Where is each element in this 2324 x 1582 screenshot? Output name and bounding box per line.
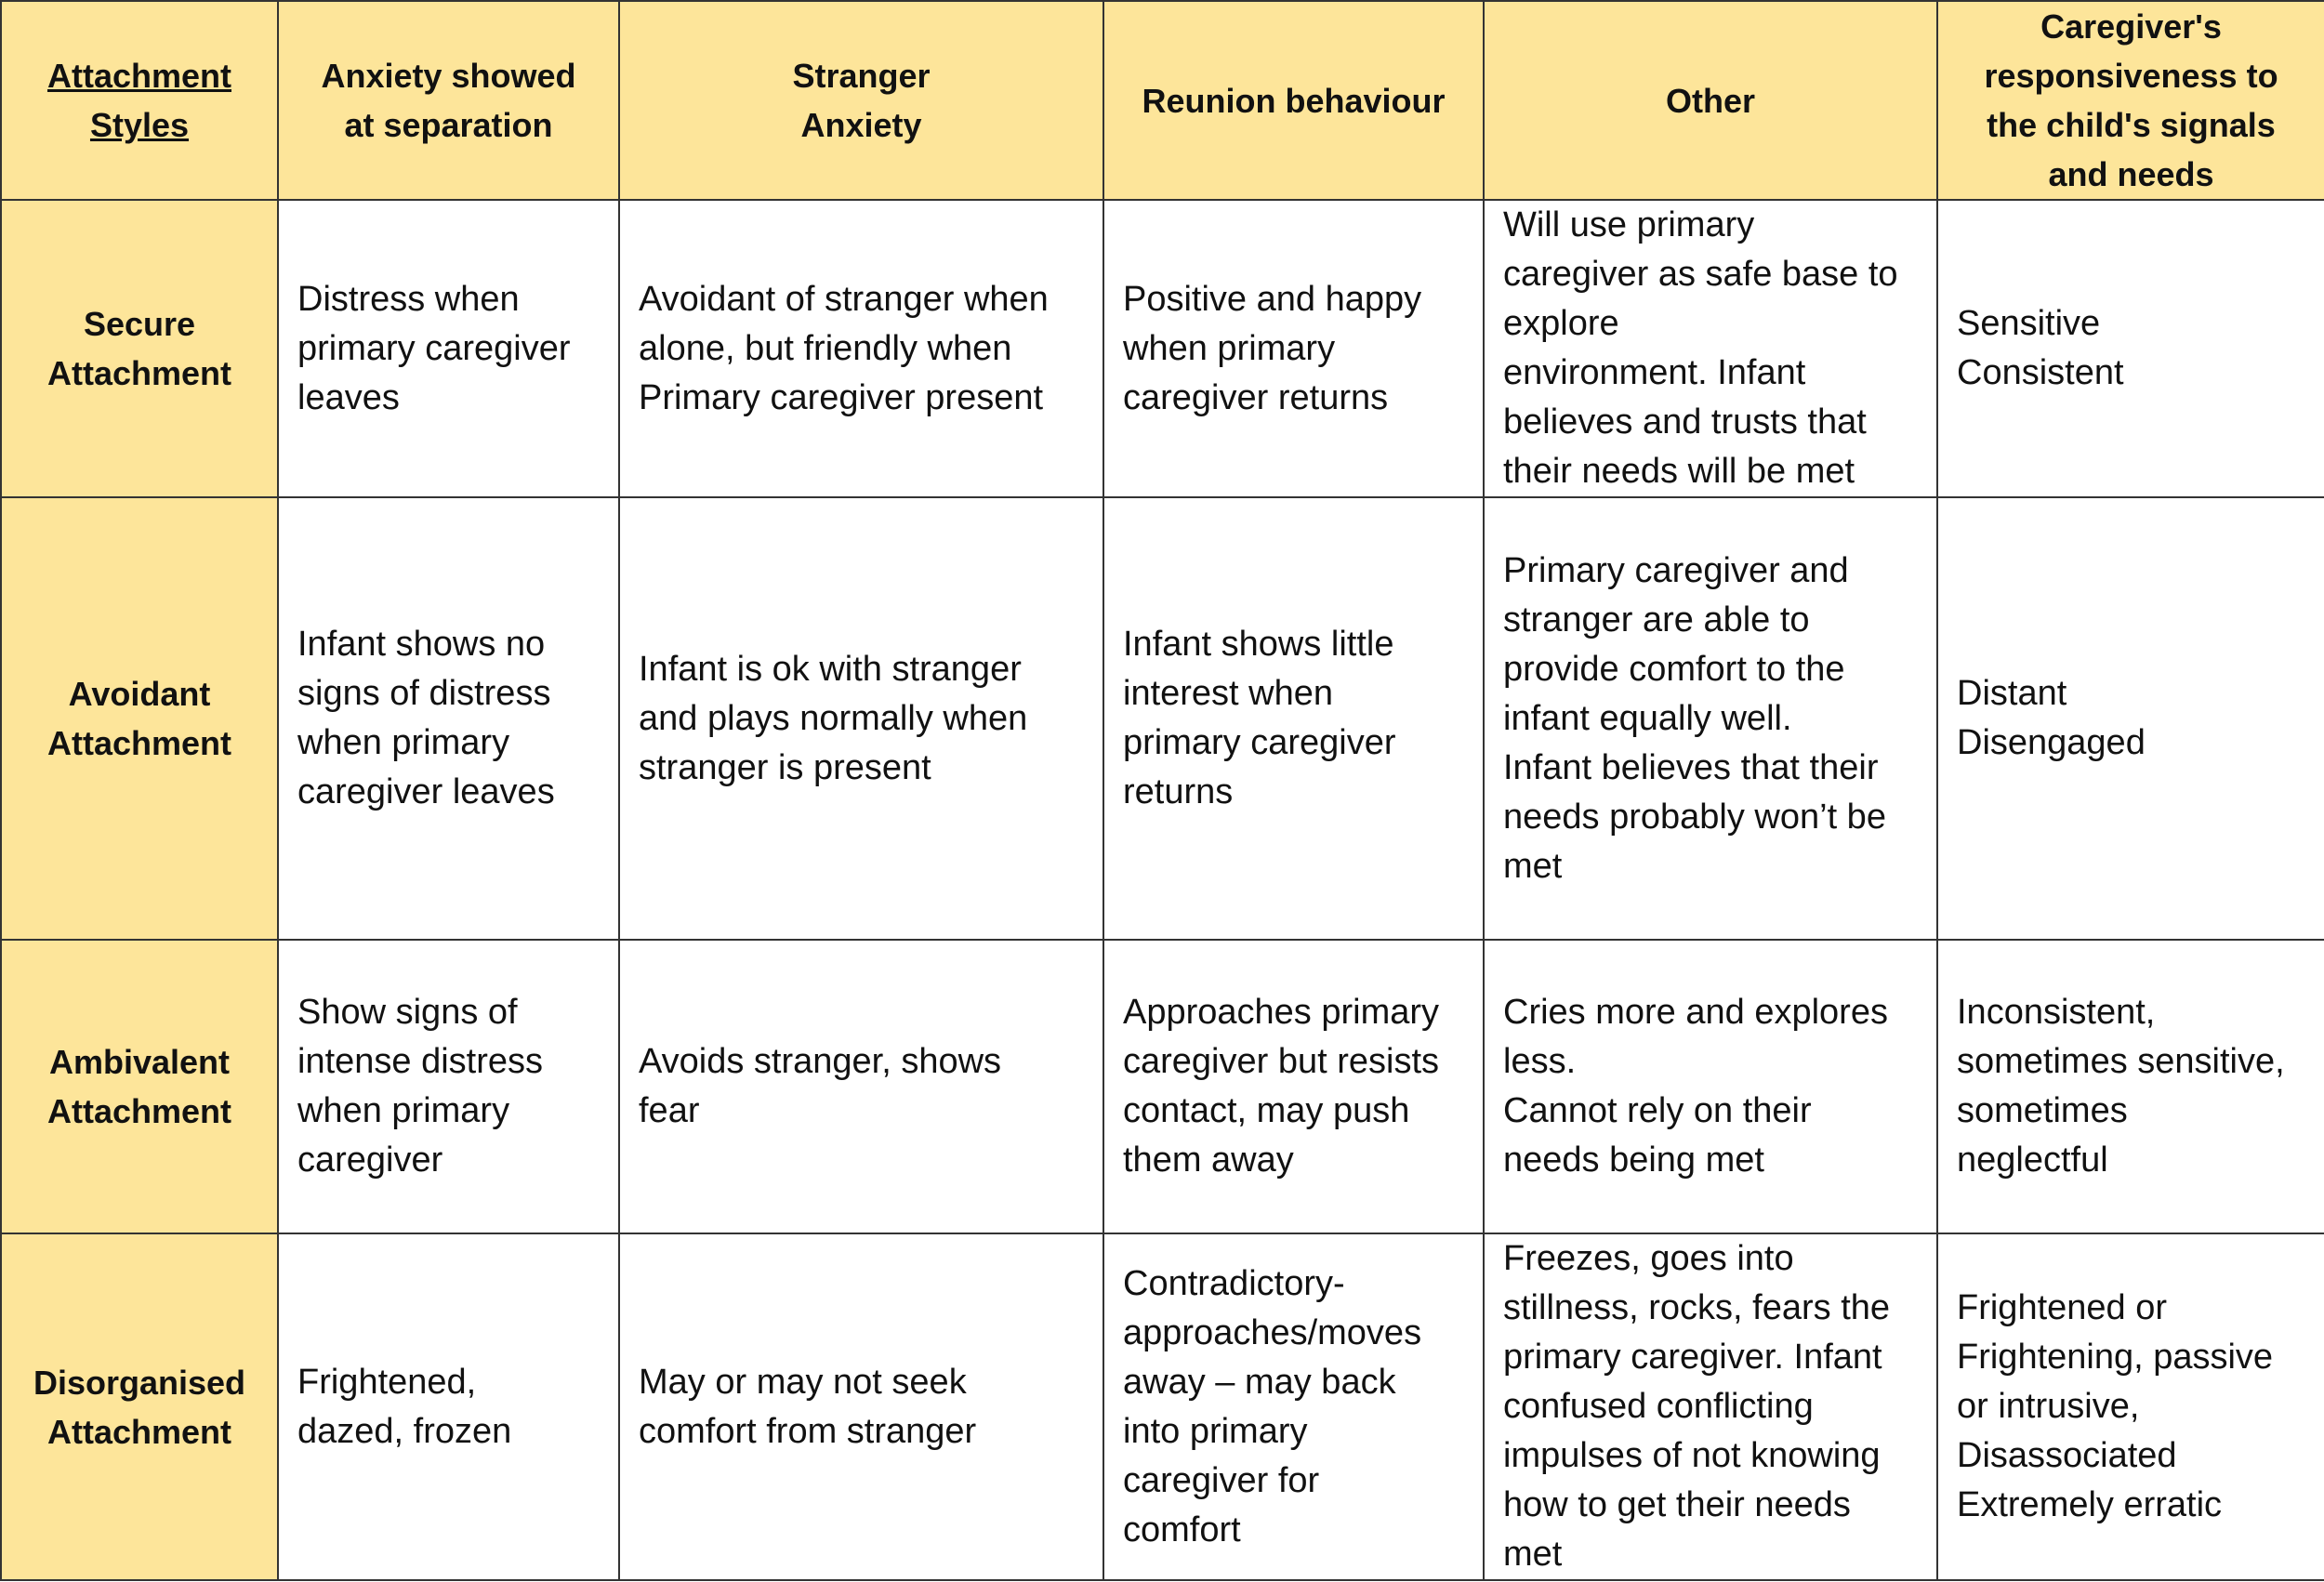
table-row: [1, 940, 2324, 1233]
cell-separation: [278, 1233, 619, 1580]
table-header: [1, 1, 2324, 200]
row-label-ambivalent: [1, 940, 278, 1233]
cell-stranger: [619, 940, 1103, 1233]
cell-responsiveness: [1937, 200, 2324, 497]
cell-text: Inconsistent, sometimes sensitive, sometimes neglectful: [1957, 993, 2285, 1180]
row-label-secure: [1, 200, 278, 497]
cell-text: Primary caregiver and stranger are able to provide comfort to the infant equally well. Infant believes that their needs probably won’t be met: [1503, 550, 1886, 886]
header-label: Other: [1665, 81, 1755, 120]
header-reunion-behaviour: [1103, 1, 1484, 200]
table-row: [1, 1233, 2324, 1580]
cell-text: Avoids stranger, shows fear: [639, 1042, 1002, 1130]
row-label-disorganised: [1, 1233, 278, 1580]
row-label: Secure Attachment: [46, 305, 232, 392]
cell-text: Sensitive Consistent: [1957, 304, 2124, 392]
cell-other: [1484, 200, 1937, 497]
cell-text: Frightened or Frightening, passive or intrusive, Disassociated Extremely erratic: [1957, 1288, 2274, 1524]
cell-stranger: [619, 200, 1103, 497]
cell-stranger: [619, 1233, 1103, 1580]
cell-separation: [278, 200, 619, 497]
row-label: Ambivalent Attachment: [46, 1043, 232, 1130]
cell-text: Infant is ok with stranger and plays normally when stranger is present: [639, 649, 1028, 787]
cell-text: Infant shows no signs of distress when primary caregiver leaves: [297, 625, 555, 811]
header-label: Stranger Anxiety: [792, 57, 931, 144]
cell-separation: [278, 940, 619, 1233]
cell-text: Approaches primary caregiver but resists contact, may push them away: [1123, 993, 1440, 1180]
cell-reunion: [1103, 1233, 1484, 1580]
header-label: Caregiver's responsiveness to the child's signals and needs: [1984, 7, 2278, 193]
cell-text: Infant shows little interest when primary caregiver returns: [1123, 625, 1396, 811]
cell-text: Frightened, dazed, frozen: [297, 1362, 512, 1451]
cell-other: [1484, 940, 1937, 1233]
cell-responsiveness: [1937, 497, 2324, 940]
header-attachment-styles: [1, 1, 278, 200]
cell-stranger: [619, 497, 1103, 940]
row-label: Disorganised Attachment: [33, 1363, 246, 1451]
cell-other: [1484, 497, 1937, 940]
cell-text: Positive and happy when primary caregiver returns: [1123, 279, 1422, 417]
cell-reunion: [1103, 200, 1484, 497]
cell-text: Show signs of intense distress when primary caregiver: [297, 993, 544, 1180]
cell-reunion: [1103, 497, 1484, 940]
cell-text: Will use primary caregiver as safe base to explore environment. Infant believes and trusts that their needs will be met: [1503, 205, 1898, 491]
header-caregiver-responsiveness: [1937, 1, 2324, 200]
header-anxiety-separation: [278, 1, 619, 200]
cell-text: Distant Disengaged: [1957, 674, 2146, 762]
cell-text: Avoidant of stranger when alone, but friendly when Primary caregiver present: [639, 279, 1049, 417]
cell-separation: [278, 497, 619, 940]
table-row: [1, 200, 2324, 497]
header-stranger-anxiety: [619, 1, 1103, 200]
header-label: Anxiety showed at separation: [321, 57, 576, 144]
table-row: [1, 497, 2324, 940]
row-label: Avoidant Attachment: [46, 675, 232, 762]
cell-other: [1484, 1233, 1937, 1580]
cell-text: Cries more and explores less. Cannot rely on their needs being met: [1503, 993, 1888, 1180]
cell-responsiveness: [1937, 940, 2324, 1233]
cell-text: May or may not seek comfort from stranger: [639, 1362, 977, 1451]
cell-text: Freezes, goes into stillness, rocks, fears the primary caregiver. Infant confused conflicting impulses of not knowing how to get their needs met: [1503, 1239, 1891, 1574]
cell-text: Contradictory- approaches/moves away – may back into primary caregiver for comfort: [1123, 1263, 1422, 1549]
header-other: [1484, 1, 1937, 200]
cell-text: Distress when primary caregiver leaves: [297, 279, 571, 417]
header-label: Attachment Styles: [46, 57, 232, 144]
cell-reunion: [1103, 940, 1484, 1233]
header-label: Reunion behaviour: [1142, 81, 1446, 120]
row-label-avoidant: [1, 497, 278, 940]
table-body: [1, 200, 2324, 1580]
cell-responsiveness: [1937, 1233, 2324, 1580]
header-row: [1, 1, 2324, 200]
